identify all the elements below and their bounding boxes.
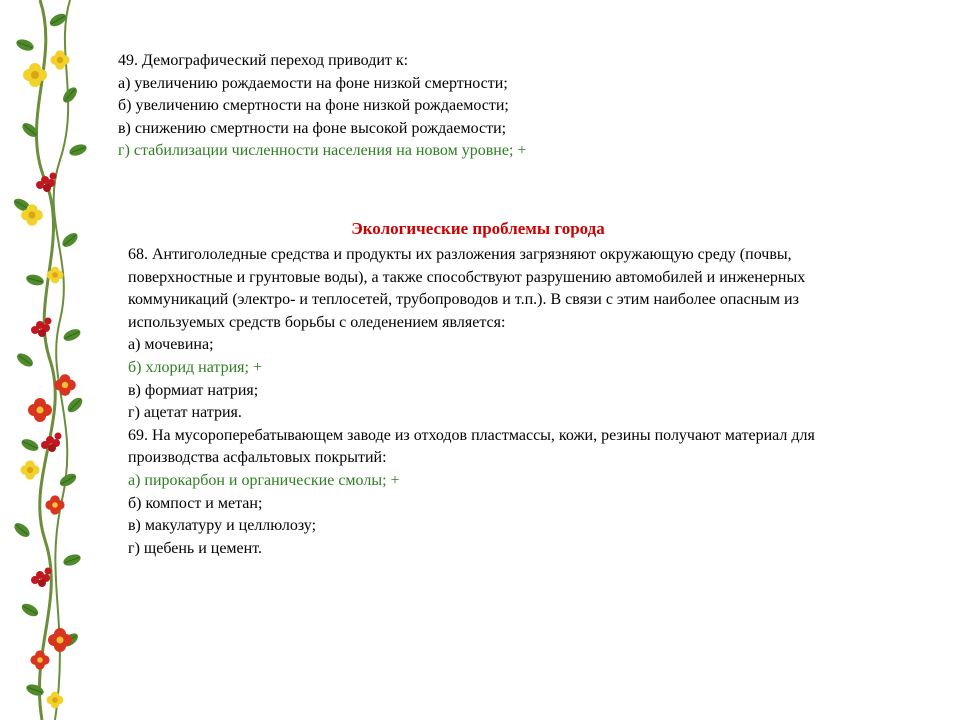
question-49-option-d-correct: г) стабилизации численности населения на новом уровне; +: [118, 142, 527, 160]
question-68-stem-line: используемых средств борьбы с оледенением является:: [128, 313, 506, 331]
question-49-block: [118, 50, 526, 163]
questions-68-69-block: [128, 244, 815, 560]
question-49-option-b: б) увеличению смертности на фоне низкой рождаемости;: [118, 97, 509, 115]
floral-vine-border: [0, 0, 110, 720]
section-title: Экологические проблемы города: [351, 219, 605, 238]
question-69-option-c: в) макулатуру и целлюлозу;: [128, 517, 317, 535]
question-49-option-c: в) снижению смертности на фоне высокой рождаемости;: [118, 119, 507, 137]
question-49-option-a: а) увеличению рождаемости на фоне низкой смертности;: [118, 74, 508, 92]
question-68-option-c: в) формиат натрия;: [128, 381, 259, 399]
question-68-stem-line: 68. Антигололедные средства и продукты их разложения загрязняют окружающую среду (почвы,: [128, 246, 792, 263]
question-69-stem-line: производства асфальтовых покрытий:: [128, 449, 387, 467]
question-69-option-a-correct: а) пирокарбон и органические смолы; +: [128, 471, 400, 489]
question-68-option-d: г) ацетат натрия.: [128, 404, 242, 422]
question-68-option-a: а) мочевина;: [128, 336, 214, 354]
question-69-stem-line: 69. На мусороперебатывающем заводе из отходов пластмассы, кожи, резины получают материал для: [128, 426, 815, 444]
question-69-option-b: б) компост и метан;: [128, 494, 263, 512]
question-69-option-d: г) щебень и цемент.: [128, 539, 263, 557]
question-68-stem-line: коммуникаций (электро- и теплосетей, трубопроводов и т.п.). В связи с этим наиболее опасным из: [128, 291, 799, 309]
question-68-option-b-correct: б) хлорид натрия; +: [128, 358, 262, 376]
question-68-stem-line: поверхностные и грунтовые воды), а также способствуют разрушению автомобилей и инженерных: [128, 268, 806, 286]
question-49-stem: 49. Демографический переход приводит к:: [118, 52, 409, 69]
